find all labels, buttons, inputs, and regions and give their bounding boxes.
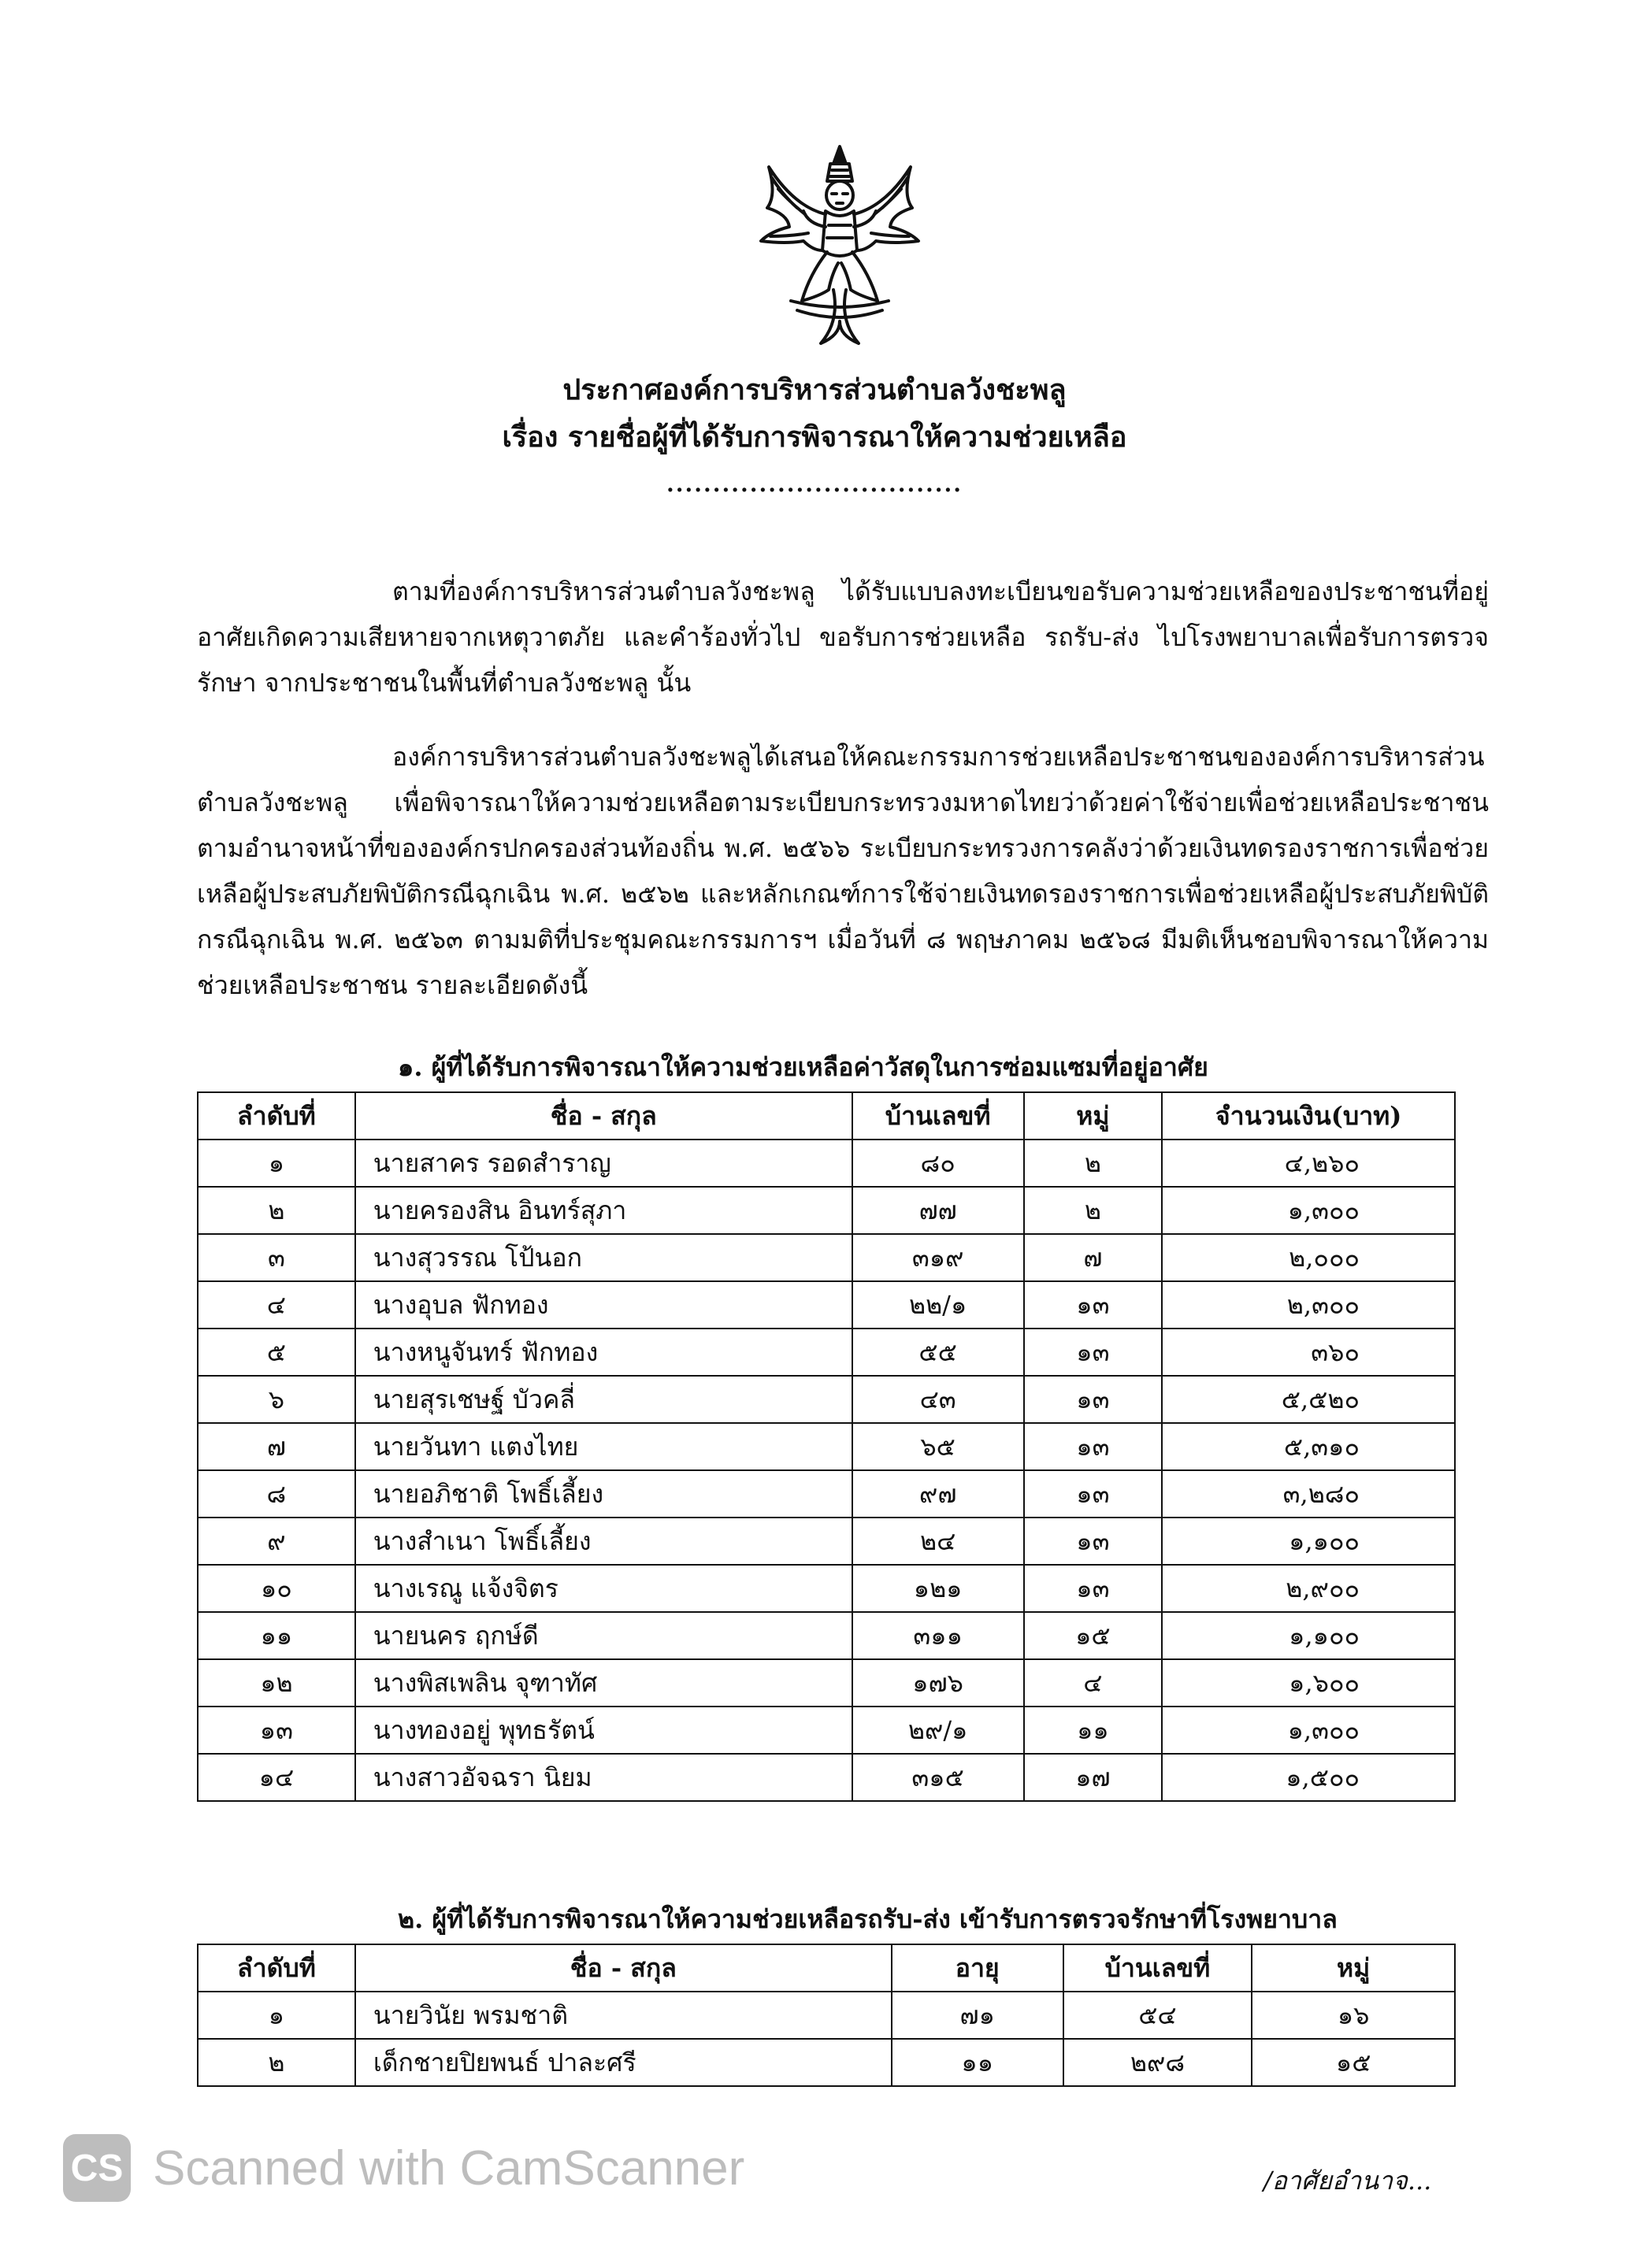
camscanner-logo-icon: CS	[63, 2134, 131, 2202]
header-house-number: บ้านเลขที่	[852, 1092, 1024, 1140]
order-cell: ๗	[198, 1423, 355, 1470]
header-age: อายุ	[892, 1944, 1063, 1992]
village-cell: ๑๓	[1024, 1423, 1163, 1470]
name-cell: นายสุรเชษฐ์ บัวคลี่	[355, 1376, 852, 1423]
house-number-cell: ๒๙/๑	[852, 1707, 1024, 1754]
header-village: หมู่	[1024, 1092, 1163, 1140]
table-row	[198, 1187, 1455, 1234]
garuda-emblem	[722, 132, 958, 369]
village-cell: ๒	[1024, 1140, 1163, 1187]
order-cell: ๑	[198, 1140, 355, 1187]
order-cell: ๔	[198, 1281, 355, 1329]
order-cell: ๓	[198, 1234, 355, 1281]
table-row	[198, 1329, 1455, 1376]
table-row	[198, 1565, 1455, 1612]
amount-cell: ๕,๓๑๐	[1162, 1423, 1455, 1470]
header-house-number: บ้านเลขที่	[1063, 1944, 1252, 1992]
amount-cell: ๒,๙๐๐	[1162, 1565, 1455, 1612]
village-cell: ๑๓	[1024, 1565, 1163, 1612]
house-number-cell: ๙๗	[852, 1470, 1024, 1518]
village-cell: ๑๓	[1024, 1470, 1163, 1518]
name-cell: นางหนูจันทร์ ฟักทอง	[355, 1329, 852, 1376]
name-cell: นางสำเนา โพธิ์เลี้ยง	[355, 1518, 852, 1565]
name-cell: นางพิสเพลิน จุฑาทัศ	[355, 1659, 852, 1707]
order-cell: ๙	[198, 1518, 355, 1565]
village-cell: ๑๓	[1024, 1329, 1163, 1376]
repair-aid-table	[197, 1091, 1456, 1802]
section-2-heading: ๒. ผู้ที่ได้รับการพิจารณาให้ความช่วยเหลือรถรับ-ส่ง เข้ารับการตรวจรักษาที่โรงพยาบาล	[398, 1904, 1338, 1934]
amount-cell: ๑,๓๐๐	[1162, 1707, 1455, 1754]
name-cell: นายครองสิน อินทร์สุภา	[355, 1187, 852, 1234]
name-cell: นายสาคร รอดสำราญ	[355, 1140, 852, 1187]
house-number-cell: ๑๒๑	[852, 1565, 1024, 1612]
name-cell: นายวันทา แตงไทย	[355, 1423, 852, 1470]
order-cell: ๑๐	[198, 1565, 355, 1612]
village-cell: ๗	[1024, 1234, 1163, 1281]
table-row	[198, 1281, 1455, 1329]
order-cell: ๘	[198, 1470, 355, 1518]
amount-cell: ๔,๒๖๐	[1162, 1140, 1455, 1187]
amount-cell: ๓,๒๘๐	[1162, 1470, 1455, 1518]
house-number-cell: ๔๓	[852, 1376, 1024, 1423]
order-cell: ๕	[198, 1329, 355, 1376]
intro-paragraph: ตามที่องค์การบริหารส่วนตำบลวังชะพลู ได้รับแบบลงทะเบียนขอรับความช่วยเหลือของประชาชนที่อยู่อาศัยเกิดความเสียหายจากเหตุวาตภัย และคำร้องทั่วไป ขอรับการช่วยเหลือ รถรับ-ส่ง ไปโรงพยาบาลเพื่อรับการตรวจรักษา จากประชาชนในพื้นที่ตำบลวังชะพลู นั้น	[197, 576, 1489, 698]
table-row	[198, 1140, 1455, 1187]
table-row	[198, 1423, 1455, 1470]
order-cell: ๖	[198, 1376, 355, 1423]
name-cell: นางสาวอัจฉรา นิยม	[355, 1754, 852, 1801]
house-number-cell: ๓๑๕	[852, 1754, 1024, 1801]
name-cell: นายวินัย พรมชาติ	[355, 1992, 892, 2039]
name-cell: นายนคร ฤกษ์ดี	[355, 1612, 852, 1659]
order-cell: ๑๑	[198, 1612, 355, 1659]
house-number-cell: ๒๒/๑	[852, 1281, 1024, 1329]
table-row	[198, 1376, 1455, 1423]
header-name: ชื่อ - สกุล	[355, 1092, 852, 1140]
order-cell: ๑๒	[198, 1659, 355, 1707]
house-number-cell: ๓๑๑	[852, 1612, 1024, 1659]
village-cell: ๑๓	[1024, 1281, 1163, 1329]
amount-cell: ๕,๕๒๐	[1162, 1376, 1455, 1423]
amount-cell: ๑,๕๐๐	[1162, 1754, 1455, 1801]
village-cell: ๔	[1024, 1659, 1163, 1707]
name-cell: นายอภิชาติ โพธิ์เลี้ยง	[355, 1470, 852, 1518]
table-row	[198, 1470, 1455, 1518]
table-row	[198, 1992, 1455, 2039]
table-row	[198, 1612, 1455, 1659]
camscanner-watermark	[63, 2133, 744, 2203]
continuation-note: /อาศัยอำนาจ...	[1263, 2166, 1432, 2196]
table-row	[198, 1234, 1455, 1281]
table-row	[198, 1659, 1455, 1707]
table-header-row	[198, 1944, 1455, 1992]
amount-cell: ๒,๓๐๐	[1162, 1281, 1455, 1329]
announcement-subject: เรื่อง รายชื่อผู้ที่ได้รับการพิจารณาให้ความช่วยเหลือ	[502, 421, 1127, 454]
village-cell: ๒	[1024, 1187, 1163, 1234]
house-number-cell: ๒๔	[852, 1518, 1024, 1565]
house-number-cell: ๕๔	[1063, 1992, 1252, 2039]
header-village: หมู่	[1252, 1944, 1455, 1992]
village-cell: ๑๗	[1024, 1754, 1163, 1801]
house-number-cell: ๘๐	[852, 1140, 1024, 1187]
header-amount: จำนวนเงิน(บาท)	[1162, 1092, 1455, 1140]
house-number-cell: ๒๙๘	[1063, 2039, 1252, 2086]
order-cell: ๑๔	[198, 1754, 355, 1801]
order-cell: ๑๓	[198, 1707, 355, 1754]
amount-cell: ๒,๐๐๐	[1162, 1234, 1455, 1281]
name-cell: นางทองอยู่ พุทธรัตน์	[355, 1707, 852, 1754]
amount-cell: ๑,๖๐๐	[1162, 1659, 1455, 1707]
name-cell: นางสุวรรณ โป้นอก	[355, 1234, 852, 1281]
village-cell: ๑๑	[1024, 1707, 1163, 1754]
house-number-cell: ๑๗๖	[852, 1659, 1024, 1707]
house-number-cell: ๗๗	[852, 1187, 1024, 1234]
section-1-heading: ๑. ผู้ที่ได้รับการพิจารณาให้ความช่วยเหลือค่าวัสดุในการซ่อมแซมที่อยู่อาศัย	[398, 1052, 1208, 1082]
amount-cell: ๑,๓๐๐	[1162, 1187, 1455, 1234]
amount-cell: ๓๖๐	[1162, 1329, 1455, 1376]
header-order: ลำดับที่	[198, 1092, 355, 1140]
table-row	[198, 1518, 1455, 1565]
village-cell: ๑๖	[1252, 1992, 1455, 2039]
village-cell: ๑๓	[1024, 1518, 1163, 1565]
table-row	[198, 1754, 1455, 1801]
village-cell: ๑๕	[1252, 2039, 1455, 2086]
amount-cell: ๑,๑๐๐	[1162, 1612, 1455, 1659]
name-cell: เด็กชายปิยพนธ์ ปาละศรี	[355, 2039, 892, 2086]
announcement-title: ประกาศองค์การบริหารส่วนตำบลวังชะพลู	[562, 373, 1067, 406]
village-cell: ๑๓	[1024, 1376, 1163, 1423]
name-cell: นางอุบล ฟักทอง	[355, 1281, 852, 1329]
title-separator: ................................	[666, 471, 963, 497]
village-cell: ๑๕	[1024, 1612, 1163, 1659]
order-cell: ๑	[198, 1992, 355, 2039]
name-cell: นางเรณู แจ้งจิตร	[355, 1565, 852, 1612]
transport-aid-table	[197, 1944, 1456, 2087]
order-cell: ๒	[198, 2039, 355, 2086]
house-number-cell: ๓๑๙	[852, 1234, 1024, 1281]
age-cell: ๑๑	[892, 2039, 1063, 2086]
resolution-paragraph: องค์การบริหารส่วนตำบลวังชะพลูได้เสนอให้คณะกรรมการช่วยเหลือประชาชนขององค์การบริหารส่วนตำบลวังชะพลู เพื่อพิจารณาให้ความช่วยเหลือตามระเบียบกระทรวงมหาดไทยว่าด้วยค่าใช้จ่ายเพื่อช่วยเหลือประชาชนตามอำนาจหน้าที่ขององค์กรปกครองส่วนท้องถิ่น พ.ศ. ๒๕๖๖ ระเบียบกระทรวงการคลังว่าด้วยเงินทดรองราชการเพื่อช่วยเหลือผู้ประสบภัยพิบัติกรณีฉุกเฉิน พ.ศ. ๒๕๖๒ และหลักเกณฑ์การใช้จ่ายเงินทดรองราชการเพื่อช่วยเหลือผู้ประสบภัยพิบัติกรณีฉุกเฉิน พ.ศ. ๒๕๖๓ ตามมติที่ประชุมคณะกรรมการฯ เมื่อวันที่ ๘ พฤษภาคม ๒๕๖๘ มีมติเห็นชอบพิจารณาให้ความช่วยเหลือประชาชน รายละเอียดดังนี้	[197, 742, 1489, 1000]
table-row	[198, 2039, 1455, 2086]
house-number-cell: ๖๕	[852, 1423, 1024, 1470]
table-row	[198, 1707, 1455, 1754]
order-cell: ๒	[198, 1187, 355, 1234]
amount-cell: ๑,๑๐๐	[1162, 1518, 1455, 1565]
table-header-row	[198, 1092, 1455, 1140]
header-order: ลำดับที่	[198, 1944, 355, 1992]
watermark-text: Scanned with CamScanner	[153, 2140, 745, 2196]
age-cell: ๗๑	[892, 1992, 1063, 2039]
header-name: ชื่อ - สกุล	[355, 1944, 892, 1992]
house-number-cell: ๕๕	[852, 1329, 1024, 1376]
